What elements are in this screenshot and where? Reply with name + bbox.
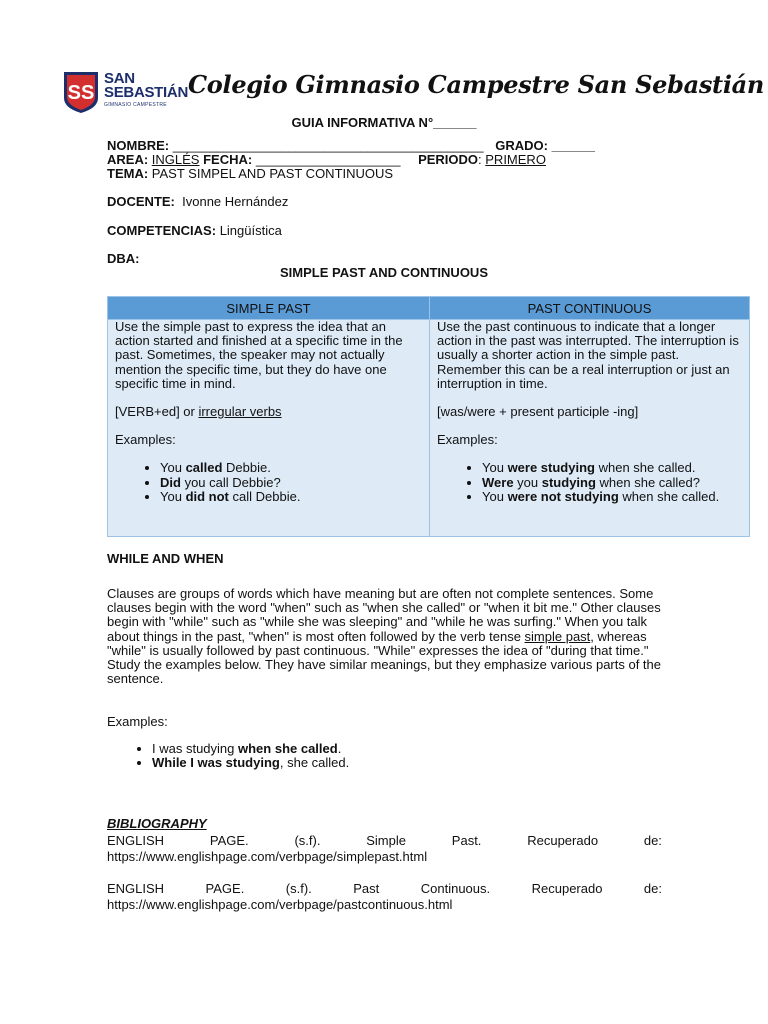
irregular-verbs-link[interactable]: irregular verbs (198, 404, 282, 420)
list-item: • Did you call Debbie? (160, 476, 422, 490)
logo-subtitle: GIMNASIO CAMPESTRE (104, 102, 167, 108)
bib-entry-2: ENGLISH PAGE. (s.f). Past Continuous. Recuperado de: (107, 881, 662, 896)
docente-line: DOCENTE: Ivonne Hernández (107, 194, 289, 209)
guia-title: GUIA INFORMATIVA N°______ (291, 115, 477, 130)
shield-icon (62, 70, 100, 114)
bibliography-title: BIBLIOGRAPHY (107, 816, 207, 831)
bib-url-1[interactable]: https://www.englishpage.com/verbpage/simplepast.html (107, 849, 428, 864)
table-cell-simple-past: Use the simple past to express the idea that an action started and finished at a specific time in the past. Sometimes, the speaker may not actually mention the specific time, but they do have one specific time in mind. [VERB+ed] or irregular verbs Examples: • You called Debbie. • Did you call Debbie? • You did not call Debbie. (108, 320, 430, 537)
dba-line: DBA: (107, 251, 140, 266)
list-item: • I was studying when she called. (152, 742, 349, 756)
tema-line: TEMA: PAST SIMPEL AND PAST CONTINUOUS (107, 166, 394, 181)
logo-name: SAN SEBASTIÁN (104, 70, 188, 101)
nombre-line: NOMBRE: ___________________________________________ GRADO: ______ (107, 138, 595, 153)
grado-field[interactable]: ______ (547, 138, 595, 153)
examples-label: Examples: (107, 714, 168, 729)
simple-past-link[interactable]: simple past (524, 628, 591, 644)
table-cell-past-continuous: Use the past continuous to indicate that a longer action in the past was interrupted. The interruption is usually a shorter action in the simple past. Remember this can be a real interruption or just an interruption in time. [was/were + present participle -ing] Examples: • You were studying when she called. • Were you studying when she called? • You were not studying when she called. (430, 320, 750, 537)
table-header-past-continuous: PAST CONTINUOUS (430, 297, 750, 320)
school-logo (62, 70, 188, 120)
school-title: Colegio Gimnasio Campestre San Sebastián (188, 70, 765, 99)
list-item: • You did not call Debbie. (160, 490, 422, 504)
list-item: • You were studying when she called. (482, 461, 742, 475)
area-line: AREA: INGLÉS FECHA: ____________________ PERIODO: PRIMERO (107, 152, 546, 167)
list-item: • You were not studying when she called. (482, 490, 742, 504)
list-item: • You called Debbie. (160, 461, 422, 475)
comparison-table (107, 296, 750, 537)
list-item: • While I was studying, she called. (152, 756, 349, 770)
bib-url-2[interactable]: https://www.englishpage.com/verbpage/pastcontinuous.html (107, 897, 453, 912)
fecha-field[interactable]: ____________________ (252, 152, 401, 167)
nombre-field[interactable]: ___________________________________________ (169, 138, 484, 153)
while-when-paragraph: Clauses are groups of words which have meaning but are often not complete sentences. Some clauses begin with the word "when" such as "when she called" or "when it bit me." Other clauses begin with "while" such as "while she was sleeping" and "while he was surfing." When you talk about things in the past, "when" is most often followed by the verb tense simple past, whereas "while" is usually followed by past continuous. "While" expresses the idea of "during that time." Study the examples below. They have similar meanings, but they emphasize various parts of the sentence. (107, 586, 661, 687)
bib-entry-1: ENGLISH PAGE. (s.f). Simple Past. Recuperado de: (107, 833, 662, 848)
while-when-title: WHILE AND WHEN (107, 551, 224, 566)
list-item: • Were you studying when she called? (482, 476, 742, 490)
section-title: SIMPLE PAST AND CONTINUOUS (279, 265, 488, 280)
table-header-simple-past: SIMPLE PAST (108, 297, 430, 320)
svg-text:SS: SS (67, 82, 95, 104)
examples-list (107, 742, 349, 770)
competencias-line: COMPETENCIAS: Lingüística (107, 223, 282, 238)
